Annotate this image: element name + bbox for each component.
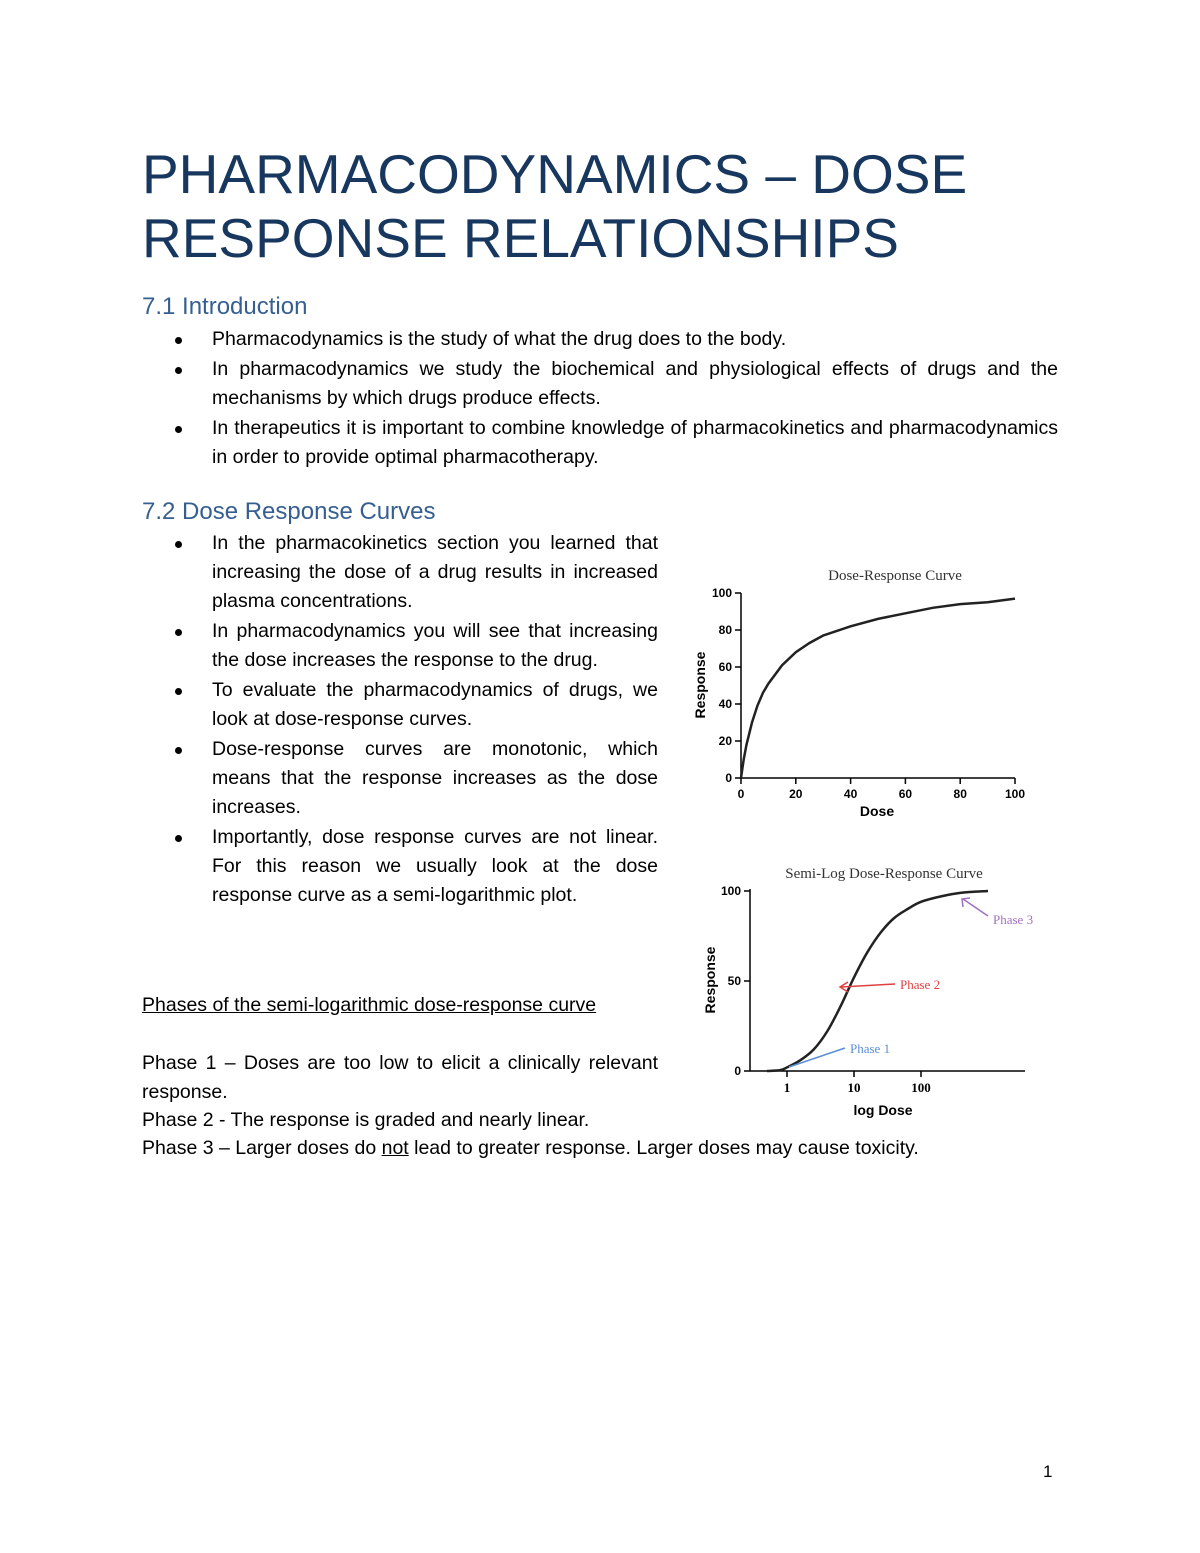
bullet-icon xyxy=(175,629,182,636)
bullet-icon xyxy=(175,426,182,433)
y-axis-label: Response xyxy=(702,946,718,1014)
y-tick-label: 100 xyxy=(720,884,741,898)
bullet-icon xyxy=(175,541,182,548)
list-item: In pharmacodynamics you will see that increasing the dose increases the response to the drug. xyxy=(142,617,658,675)
curves-bullet-list xyxy=(142,529,658,911)
list-item: Dose-response curves are monotonic, which means that the response increases as the dose increases. xyxy=(142,735,658,822)
page-title xyxy=(142,142,1062,270)
phase-3-annotation xyxy=(962,898,1033,927)
x-tick-label: 100 xyxy=(1004,787,1026,801)
curves-heading: 7.2 Dose Response Curves xyxy=(142,498,436,525)
phase-3-text: Phase 3 – Larger doses do not lead to greater response. Larger doses may cause toxicity. xyxy=(142,1137,919,1159)
chart-title: Semi-Log Dose-Response Curve xyxy=(785,866,983,882)
y-tick-label: 100 xyxy=(711,586,732,600)
y-tick-label: 50 xyxy=(727,974,741,988)
y-tick-label: 80 xyxy=(718,623,732,637)
x-tick-label: 60 xyxy=(898,787,913,801)
x-tick-label: 20 xyxy=(789,787,803,801)
list-item: To evaluate the pharmacodynamics of drugs, we look at dose-response curves. xyxy=(142,676,658,734)
x-tick-label: 1 xyxy=(783,1080,791,1095)
phase-1-text: Phase 1 – Doses are too low to elicit a clinically relevant response. xyxy=(142,1052,658,1103)
bullet-icon xyxy=(175,835,182,842)
list-item: In therapeutics it is important to combine knowledge of pharmacokinetics and pharmacodynamics in order to provide optimal pharmacotherapy. xyxy=(142,414,1058,472)
phase-2-text: Phase 2 - The response is graded and nearly linear. xyxy=(142,1109,590,1131)
svg-text:Phase 1: Phase 1 xyxy=(850,1041,891,1056)
x-tick-label: 0 xyxy=(737,787,745,801)
phases-heading: Phases of the semi-logarithmic dose-response curve xyxy=(142,994,597,1016)
svg-text:Phase 3: Phase 3 xyxy=(993,912,1034,927)
x-tick-label: 100 xyxy=(911,1080,931,1095)
title-line-1: PHARMACODYNAMICS – DOSE xyxy=(142,143,968,205)
x-axis-label: Dose xyxy=(859,803,895,819)
x-axis-label: log Dose xyxy=(853,1102,913,1118)
y-tick-label: 60 xyxy=(718,660,732,674)
bullet-icon xyxy=(175,367,182,374)
y-tick-label: 20 xyxy=(718,734,732,748)
list-item: In pharmacodynamics we study the biochemical and physiological effects of drugs and the mechanisms by which drugs produce effects. xyxy=(142,355,1058,413)
bullet-icon xyxy=(175,747,182,754)
semi-log-dose-response-chart xyxy=(695,855,1055,1125)
list-item: Pharmacodynamics is the study of what the drug does to the body. xyxy=(142,325,1058,354)
bullet-icon xyxy=(175,337,182,344)
y-tick-label: 0 xyxy=(734,1064,741,1078)
chart-title: Dose-Response Curve xyxy=(828,568,962,584)
y-tick-label: 0 xyxy=(725,771,732,785)
title-line-2: RESPONSE RELATIONSHIPS xyxy=(142,207,899,269)
intro-bullet-list xyxy=(142,325,1058,473)
x-tick-label: 80 xyxy=(953,787,967,801)
y-tick-label: 40 xyxy=(718,697,732,711)
y-axis-label: Response xyxy=(692,651,708,719)
x-tick-label: 40 xyxy=(843,787,858,801)
svg-text:Phase 2: Phase 2 xyxy=(900,977,941,992)
bullet-icon xyxy=(175,688,182,695)
not-emphasis: not xyxy=(381,1137,409,1159)
page-number: 1 xyxy=(1043,1462,1053,1481)
list-item: In the pharmacokinetics section you learned that increasing the dose of a drug results in increased plasma concentrations. xyxy=(142,529,658,616)
intro-heading: 7.1 Introduction xyxy=(142,293,308,320)
dose-response-chart xyxy=(680,555,1040,825)
phase-1-annotation xyxy=(789,1041,890,1067)
phase-2-annotation xyxy=(840,977,940,992)
series-line xyxy=(741,599,1015,778)
x-tick-label: 10 xyxy=(847,1080,861,1095)
list-item: Importantly, dose response curves are not linear. For this reason we usually look at the dose response curve as a semi-logarithmic plot. xyxy=(142,823,658,910)
